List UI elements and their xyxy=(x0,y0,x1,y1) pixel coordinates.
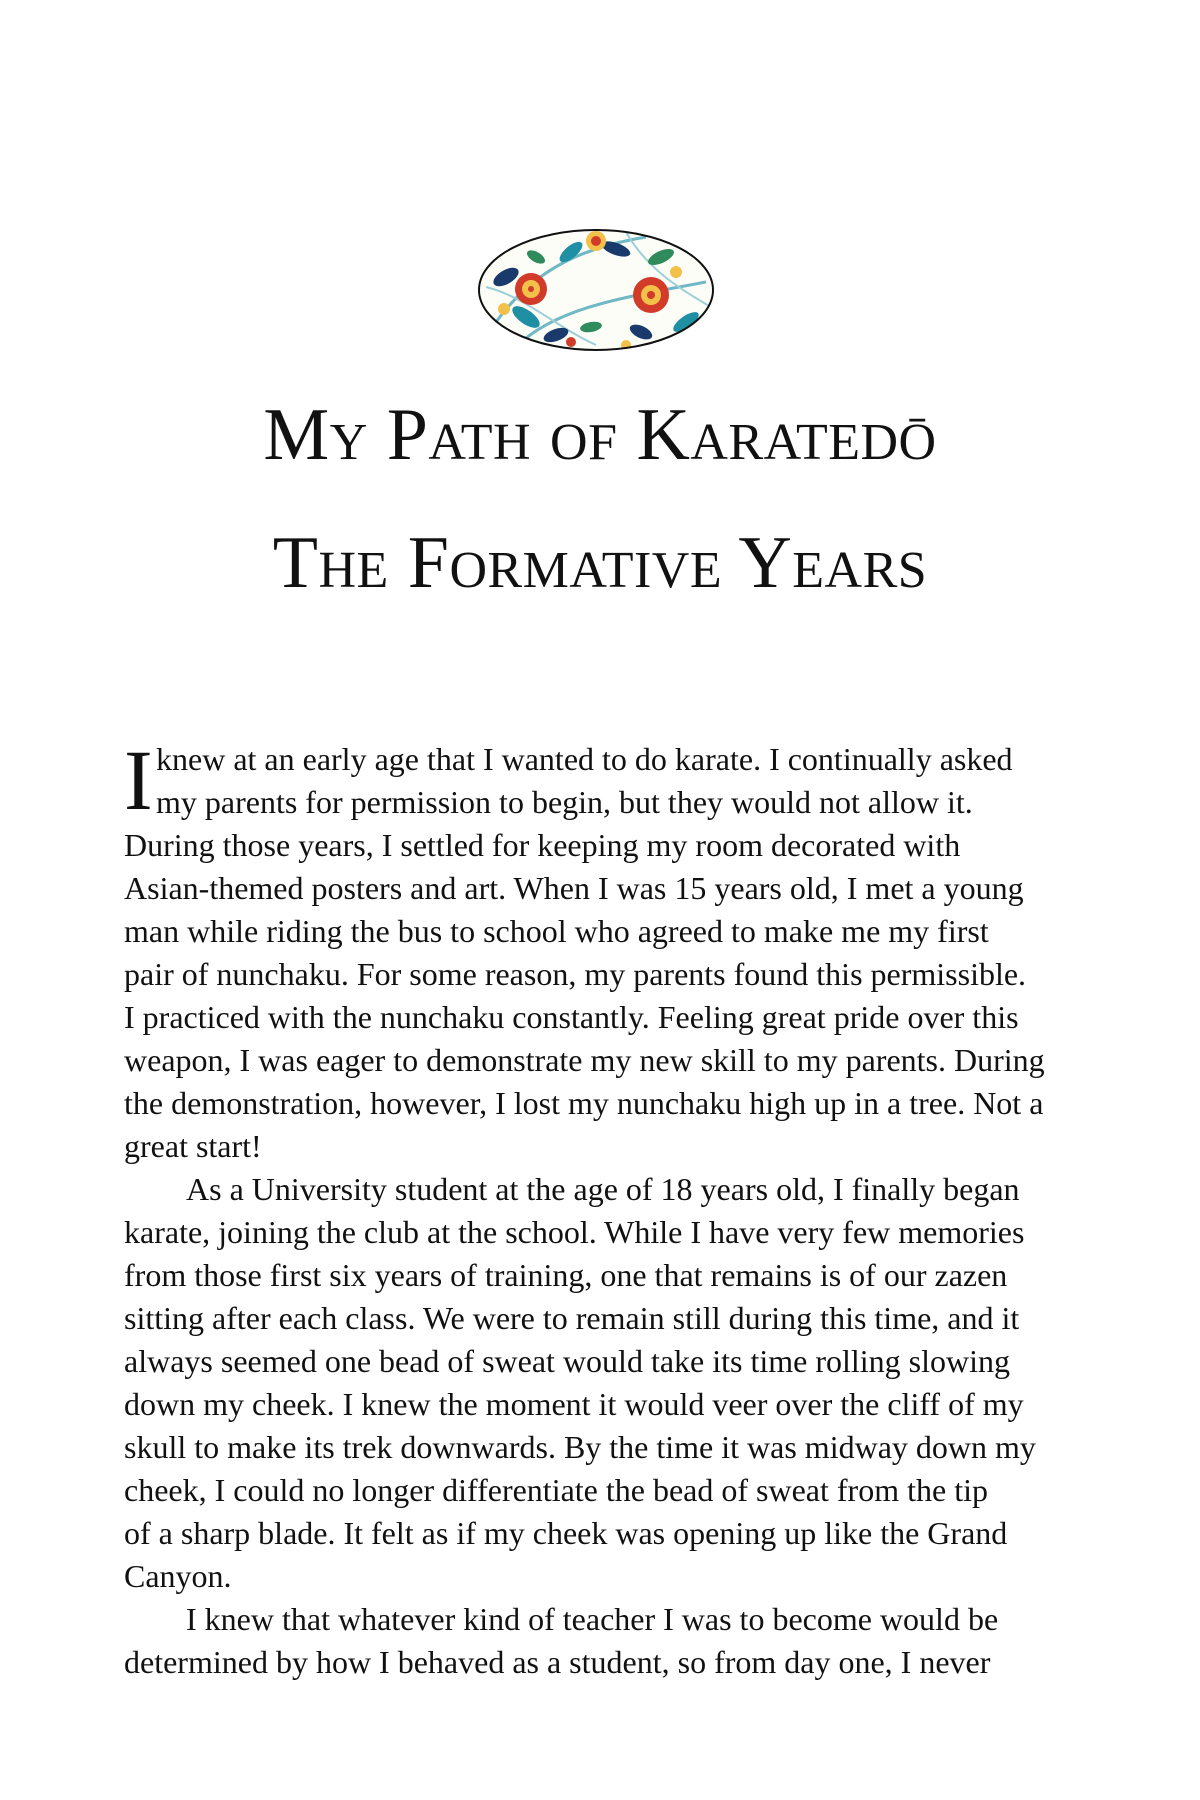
drop-cap: I xyxy=(124,732,153,828)
text-line: the demonstration, however, I lost my nunchaku high up in a tree. Not a xyxy=(124,1085,1044,1121)
text-line: cheek, I could no longer differentiate the bead of sweat from the tip xyxy=(124,1472,988,1508)
text-line: During those years, I settled for keeping my room decorated with xyxy=(124,827,961,863)
text-line: always seemed one bead of sweat would take its time rolling slowing xyxy=(124,1343,1011,1379)
text-line: Asian-themed posters and art. When I was 15 years old, I met a young xyxy=(124,870,1024,906)
text-line: As a University student at the age of 18 years old, I finally began xyxy=(186,1171,1020,1207)
text-line: great start! xyxy=(124,1128,262,1164)
page-title: My Path of Karatedō xyxy=(263,394,937,476)
text-line: man while riding the bus to school who agreed to make me my first xyxy=(124,913,989,949)
paragraph-1 xyxy=(124,732,1084,1168)
text-line: of a sharp blade. It felt as if my cheek was opening up like the Grand xyxy=(124,1515,1008,1551)
chapter-body xyxy=(124,732,1084,1684)
chapter-subtitle: The Formative Years xyxy=(272,522,928,604)
text-line: weapon, I was eager to demonstrate my new skill to my parents. During xyxy=(124,1042,1045,1078)
text-line: skull to make its trek downwards. By the time it was midway down my xyxy=(124,1429,1036,1465)
text-line: I knew that whatever kind of teacher I was to become would be xyxy=(186,1601,999,1637)
text-line: from those first six years of training, one that remains is of our zazen xyxy=(124,1257,1008,1293)
paragraph-3 xyxy=(124,1598,1084,1684)
text-line: sitting after each class. We were to remain still during this time, and it xyxy=(124,1300,1020,1336)
text-line: determined by how I behaved as a student, so from day one, I never xyxy=(124,1644,991,1680)
floral-oval-ornament-icon xyxy=(476,227,716,353)
text-line: Canyon. xyxy=(124,1558,232,1594)
text-line: knew at an early age that I wanted to do karate. I continually asked xyxy=(156,741,1013,777)
paragraph-2 xyxy=(124,1168,1084,1598)
text-line: I practiced with the nunchaku constantly. Feeling great pride over this xyxy=(124,999,1019,1035)
text-line: pair of nunchaku. For some reason, my parents found this permissible. xyxy=(124,956,1027,992)
text-line: my parents for permission to begin, but they would not allow it. xyxy=(156,784,973,820)
text-line: down my cheek. I knew the moment it would veer over the cliff of my xyxy=(124,1386,1024,1422)
text-line: karate, joining the club at the school. While I have very few memories xyxy=(124,1214,1025,1250)
